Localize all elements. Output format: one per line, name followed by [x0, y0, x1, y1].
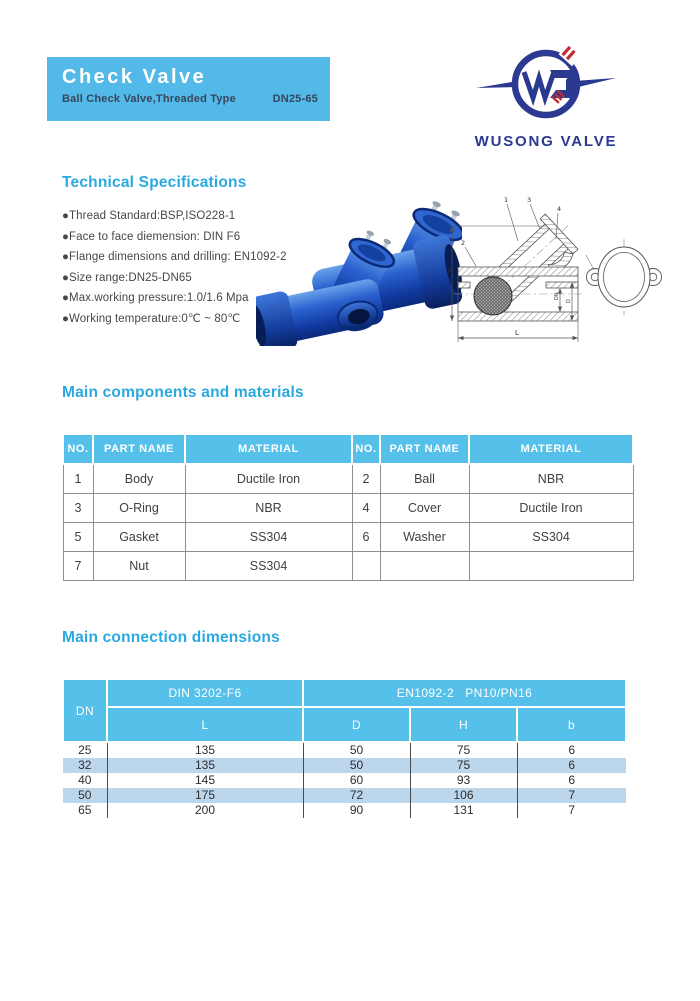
table-row [63, 494, 633, 523]
table-cell: 65 [63, 803, 107, 818]
table-cell: 32 [63, 758, 107, 773]
table-cell: NBR [185, 494, 352, 523]
table-row [63, 758, 626, 773]
spec-item: ●Face to face diemension: DIN F6 [62, 230, 241, 243]
table-row [63, 773, 626, 788]
size-range-label: DN25-65 [272, 93, 318, 105]
table-cell: Washer [380, 523, 469, 552]
table-row [63, 552, 633, 581]
table-cell: SS304 [185, 552, 352, 581]
valve-section-drawing [448, 193, 663, 351]
col-header-b: b [517, 707, 626, 742]
col-header-L: L [107, 707, 303, 742]
table-cell [469, 552, 633, 581]
page-title: Check Valve [62, 66, 207, 88]
col-group-en1092: EN1092-2 PN10/PN16 [303, 679, 626, 707]
part-label-4: 4 [557, 205, 562, 213]
part-label-3: 3 [527, 196, 532, 204]
table-cell: 25 [63, 742, 107, 758]
table-cell: Cover [380, 494, 469, 523]
spec-item: ●Size range:DN25-DN65 [62, 271, 192, 284]
table-cell: 131 [410, 803, 517, 818]
table-cell: O-Ring [93, 494, 185, 523]
table-cell: 60 [303, 773, 410, 788]
dim-label-L: L [515, 329, 519, 337]
brand-name: WUSONG VALVE [474, 133, 618, 150]
table-cell: 6 [568, 743, 576, 757]
spec-item: ●Thread Standard:BSP,ISO228-1 [62, 210, 236, 222]
table-cell: 6 [568, 773, 576, 787]
table-cell: 200 [107, 803, 303, 818]
spec-item: ●Flange dimensions and drilling: EN1092-2 [62, 251, 287, 263]
table-cell: 50 [303, 758, 410, 773]
table-cell [380, 552, 469, 581]
brand-logo [462, 40, 630, 150]
table-cell: Ductile Iron [469, 494, 633, 523]
components-header-row [63, 434, 633, 464]
flange-end-view [586, 239, 662, 315]
table-cell: 50 [303, 742, 410, 758]
col-header: MATERIAL [469, 434, 633, 464]
table-cell: 75 [410, 742, 517, 758]
table-cell: Nut [93, 552, 185, 581]
table-cell: NBR [469, 464, 633, 494]
table-cell: SS304 [469, 523, 633, 552]
table-cell: 106 [410, 788, 517, 803]
col-header: PART NAME [93, 434, 185, 464]
section-title-components: Main components and materials [62, 384, 304, 401]
part-label-1: 1 [504, 196, 509, 204]
table-cell: 6 [517, 758, 626, 773]
dim-label-H: H [448, 268, 453, 275]
product-header-banner [47, 57, 330, 121]
table-cell: Gasket [93, 523, 185, 552]
table-cell: 7 [568, 803, 576, 817]
table-cell: 5 [63, 523, 93, 552]
col-group-din: DIN 3202-F6 [107, 679, 303, 707]
table-cell: 93 [410, 773, 517, 788]
table-cell: 135 [107, 758, 303, 773]
brand-logo-icon [462, 40, 630, 132]
section-title-dimensions: Main connection dimensions [62, 629, 280, 646]
table-cell: 3 [63, 494, 93, 523]
table-cell: 1 [63, 464, 93, 494]
col-header: PART NAME [380, 434, 469, 464]
col-header: NO. [352, 434, 380, 464]
col-header-D: D [303, 707, 410, 742]
col-header: MATERIAL [185, 434, 352, 464]
table-cell: SS304 [185, 523, 352, 552]
col-header-H: H [410, 707, 517, 742]
dimensions-table [62, 678, 627, 818]
dimensions-sub-header-row [63, 707, 626, 742]
table-cell: 90 [303, 803, 410, 818]
table-cell: 7 [517, 788, 626, 803]
table-row [63, 803, 626, 818]
table-cell: 72 [303, 788, 410, 803]
table-cell: 175 [107, 788, 303, 803]
table-cell: 6 [352, 523, 380, 552]
section-title-specs: Technical Specifications [62, 174, 247, 191]
table-cell: 2 [352, 464, 380, 494]
table-cell: 50 [63, 788, 107, 803]
table-cell: 40 [63, 773, 107, 788]
dim-label-D: D [566, 299, 572, 303]
spec-item: ●Working temperature:0℃ ~ 80℃ [62, 312, 241, 325]
col-header-dn: DN [63, 679, 107, 742]
table-cell: Ductile Iron [185, 464, 352, 494]
table-cell: 4 [352, 494, 380, 523]
table-cell: Ball [380, 464, 469, 494]
part-label-2: 2 [461, 239, 466, 247]
dim-label-DN: DN [554, 292, 560, 300]
table-cell: 7 [63, 552, 93, 581]
table-cell [352, 552, 380, 581]
table-cell: 145 [107, 773, 303, 788]
product-subtitle-row [47, 89, 330, 105]
table-cell: 75 [410, 758, 517, 773]
spec-item: ●Max.working pressure:1.0/1.6 Mpa [62, 292, 249, 304]
components-table [62, 433, 634, 581]
valve-product-photo [256, 196, 462, 346]
table-row [63, 742, 626, 758]
table-cell: Body [93, 464, 185, 494]
table-cell: 135 [107, 742, 303, 758]
table-row [63, 523, 633, 552]
product-type-label: Ball Check Valve,Threaded Type [62, 93, 236, 105]
dimensions-group-header-row [63, 679, 626, 707]
table-row [63, 464, 633, 494]
table-row [63, 788, 626, 803]
col-header: NO. [63, 434, 93, 464]
